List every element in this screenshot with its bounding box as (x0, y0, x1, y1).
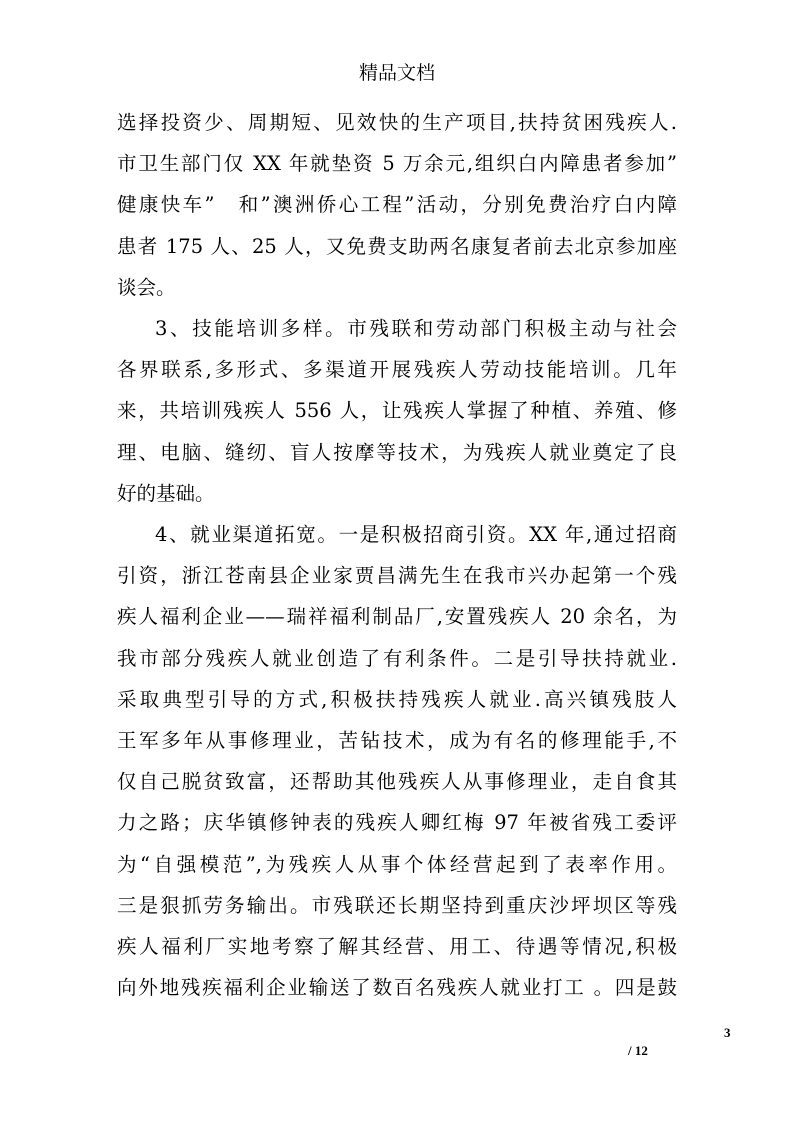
text-line: 向外地残疾福利企业输送了数百名残疾人就业打工 。四是鼓 (117, 976, 677, 1000)
text-line: 三是狠抓劳务输出。市残联还长期坚持到重庆沙坪坝区等残 (117, 893, 677, 917)
text-line: 为“自强模范”,为残疾人从事个体经营起到了表率作用。 (117, 852, 677, 876)
text-line: 各界联系,多形式、多渠道开展残疾人劳动技能培训。几年 (117, 358, 677, 382)
page-header-title: 精品文档 (358, 62, 435, 84)
text-line: 采取典型引导的方式,积极扶持残疾人就业.高兴镇残肢人 (117, 687, 677, 711)
text-line: 健康快车” 和”澳洲侨心工程”活动，分别免费治疗白内障 (117, 193, 677, 217)
text-line: 谈会。 (117, 275, 176, 299)
text-line: 选择投资少、周期短、见效快的生产项目,扶持贫困残疾人. (117, 111, 677, 134)
text-line: 力之路；庆华镇修钟表的残疾人卿红梅 97 年被省残工委评 (117, 811, 677, 835)
text-line: 王军多年从事修理业，苦钻技术，成为有名的修理能手,不 (117, 729, 677, 753)
paragraph-2 (117, 308, 677, 514)
text-line: 4、就业渠道拓宽。一是积极招商引资。XX 年,通过招商 (155, 523, 677, 547)
text-line: 好的基础。 (117, 481, 215, 505)
text-line: 引资，浙江苍南县企业家贾昌满先生在我市兴办起第一个残 (117, 564, 677, 588)
text-line: 理、电脑、缝纫、盲人按摩等技术，为残疾人就业奠定了良 (117, 440, 677, 464)
text-line: 患者 175 人、25 人，又免费支助两名康复者前去北京参加座 (117, 234, 677, 258)
document-body (117, 102, 677, 1008)
text-line: 3、技能培训多样。市残联和劳动部门积极主动与社会 (155, 317, 677, 341)
page-total: / 12 (628, 1043, 648, 1058)
text-line: 仅自己脱贫致富，还帮助其他残疾人从事修理业，走自食其 (117, 770, 677, 794)
page-number: 3 (724, 1025, 731, 1040)
text-line: 我市部分残疾人就业创造了有利条件。二是引导扶持就业. (117, 646, 677, 670)
text-line: 市卫生部门仅 XX 年就垫资 5 万余元,组织白内障患者参加” (117, 152, 677, 176)
paragraph-3 (117, 514, 677, 1008)
paragraph-1 (117, 102, 677, 308)
text-line: 疾人福利企业——瑞祥福利制品厂,安置残疾人 20 余名，为 (117, 605, 677, 629)
text-line: 疾人福利厂实地考察了解其经营、用工、待遇等情况,积极 (117, 935, 677, 959)
text-line: 来，共培训残疾人 556 人，让残疾人掌握了种植、养殖、修 (117, 399, 677, 423)
